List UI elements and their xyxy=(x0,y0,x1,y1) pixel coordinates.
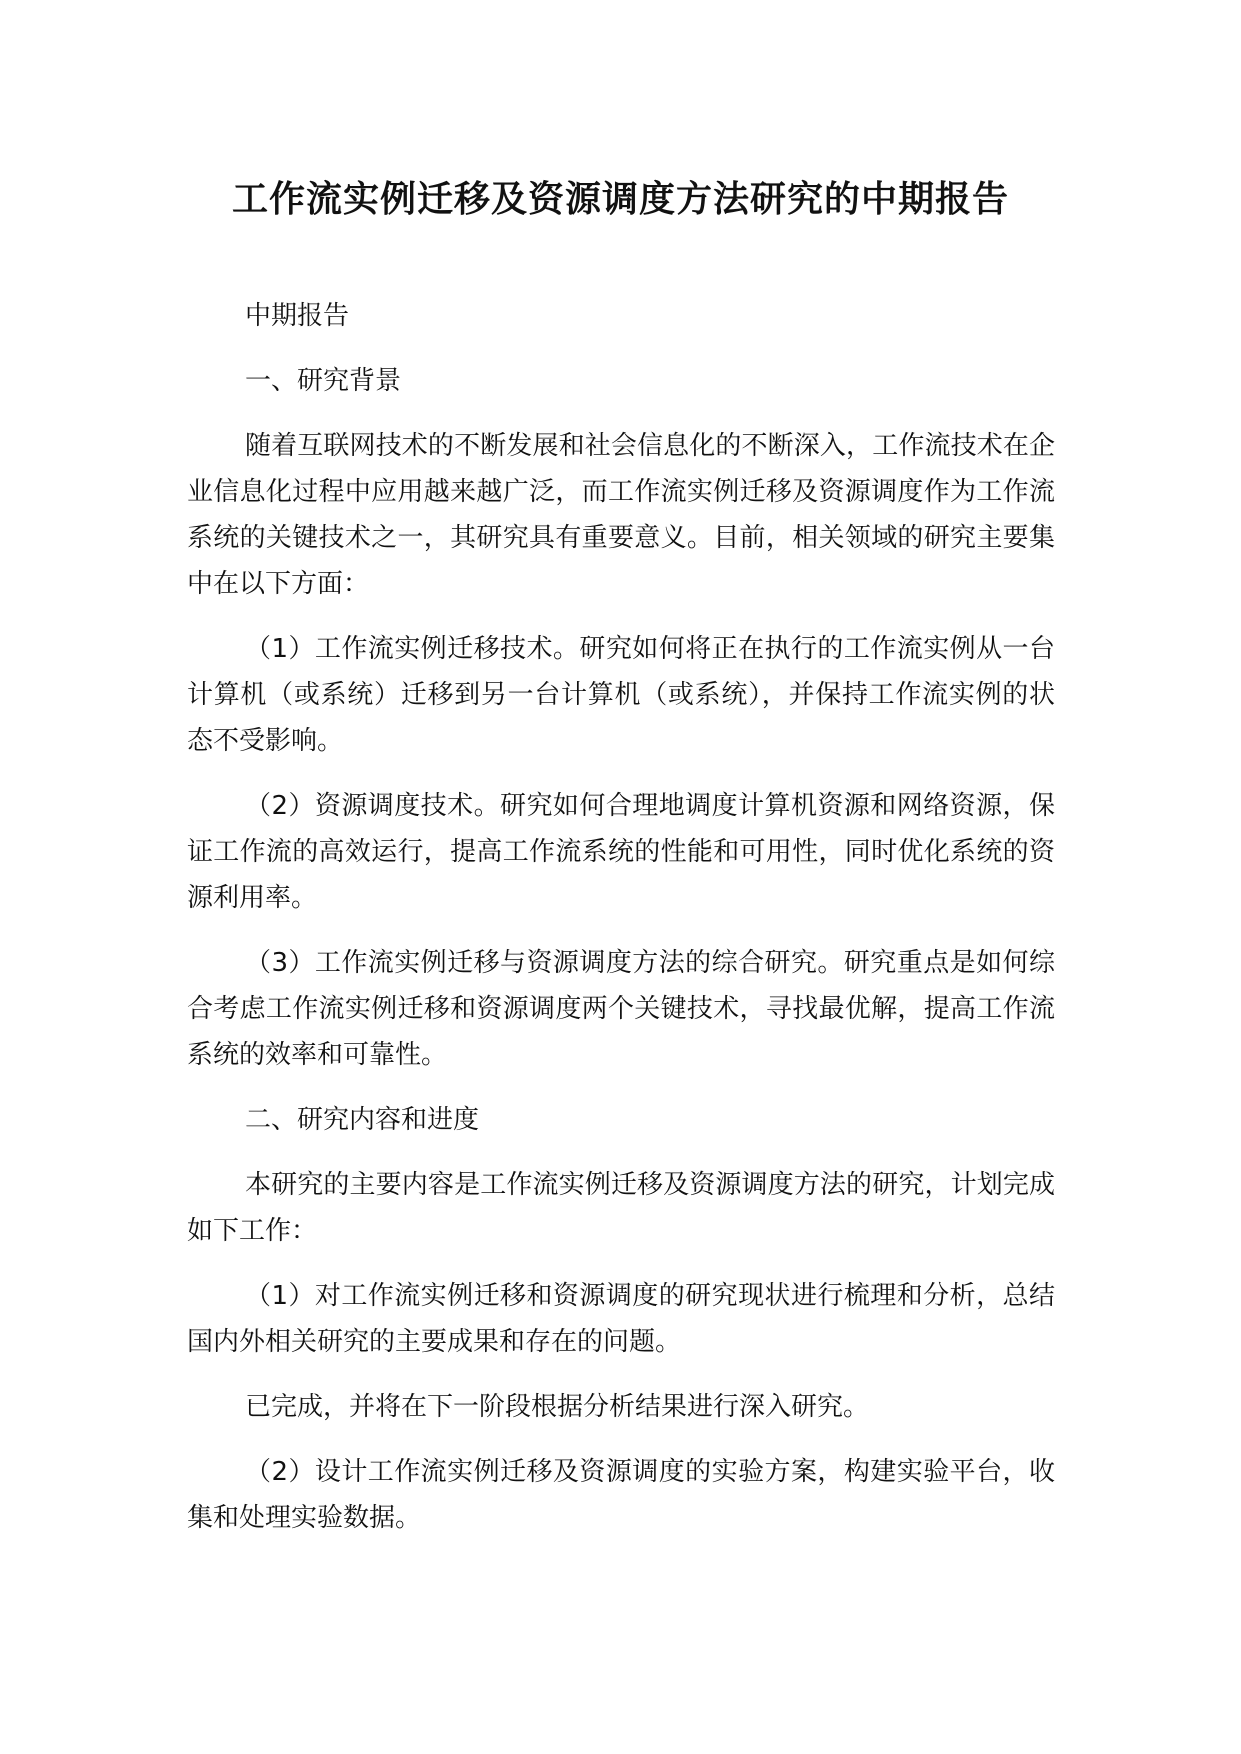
paragraph-task-1: （1）对工作流实例迁移和资源调度的研究现状进行梳理和分析，总结国内外相关研究的主要成果和存在的问题。 xyxy=(187,1281,1055,1357)
section-heading-content-progress: 二、研究内容和进度 xyxy=(245,1105,480,1135)
paragraph-content-intro: 本研究的主要内容是工作流实例迁移及资源调度方法的研究，计划完成如下工作： xyxy=(187,1170,1055,1246)
paragraph-task-2: （2）设计工作流实例迁移及资源调度的实验方案，构建实验平台，收集和处理实验数据。 xyxy=(187,1457,1055,1533)
section-heading-background: 一、研究背景 xyxy=(245,366,402,396)
paragraph-background-intro: 随着互联网技术的不断发展和社会信息化的不断深入，工作流技术在企业信息化过程中应用越来越广泛，而工作流实例迁移及资源调度作为工作流系统的关键技术之一，其研究具有重要意义。目前，相关领域的研究主要集中在以下方面： xyxy=(187,431,1055,599)
paragraph-task-1-status: 已完成，并将在下一阶段根据分析结果进行深入研究。 xyxy=(245,1392,870,1422)
paragraph-item-migration: （1）工作流实例迁移技术。研究如何将正在执行的工作流实例从一台计算机（或系统）迁移到另一台计算机（或系统），并保持工作流实例的状态不受影响。 xyxy=(187,634,1055,756)
document-title: 工作流实例迁移及资源调度方法研究的中期报告 xyxy=(231,179,1009,220)
paragraph-item-combined: （3）工作流实例迁移与资源调度方法的综合研究。研究重点是如何综合考虑工作流实例迁移和资源调度两个关键技术，寻找最优解，提高工作流系统的效率和可靠性。 xyxy=(187,948,1055,1070)
document-body xyxy=(187,293,1055,1560)
paragraph-report-label: 中期报告 xyxy=(245,301,350,331)
paragraph-item-scheduling: （2）资源调度技术。研究如何合理地调度计算机资源和网络资源，保证工作流的高效运行，提高工作流系统的性能和可用性，同时优化系统的资源利用率。 xyxy=(187,791,1055,913)
